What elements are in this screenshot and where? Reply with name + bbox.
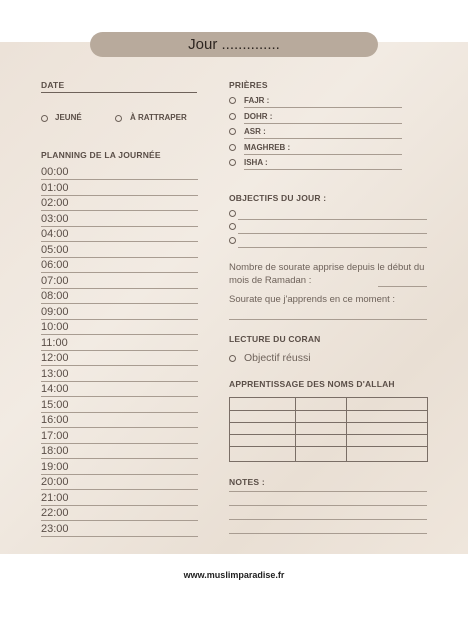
time-line[interactable] (41, 272, 198, 273)
time-line[interactable] (41, 427, 198, 428)
prayer-label: MAGHREB : (244, 142, 291, 152)
time-label: 23:00 (41, 522, 69, 535)
time-line[interactable] (41, 365, 198, 366)
date-line[interactable] (41, 92, 197, 93)
time-line[interactable] (41, 334, 198, 335)
notes-line[interactable] (229, 533, 427, 534)
time-label: 15:00 (41, 398, 69, 411)
time-line[interactable] (41, 458, 198, 459)
time-label: 05:00 (41, 243, 69, 256)
time-label: 12:00 (41, 352, 69, 364)
time-line[interactable] (41, 303, 198, 304)
coran-goal-checkbox-icon[interactable] (229, 355, 236, 362)
coran-title: LECTURE DU CORAN (229, 334, 321, 344)
time-line[interactable] (41, 443, 198, 444)
rattraper-label: À RATTRAPER (130, 113, 187, 122)
time-label: 07:00 (41, 274, 69, 287)
objective-1-line[interactable] (238, 219, 427, 220)
coran-goal-label: Objectif réussi (244, 352, 311, 364)
planning-title: PLANNING DE LA JOURNÉE (41, 150, 161, 160)
time-label: 13:00 (41, 367, 69, 380)
notes-line[interactable] (229, 491, 427, 492)
notes-line[interactable] (229, 519, 427, 520)
time-line[interactable] (41, 412, 198, 413)
table-row-divider (230, 446, 427, 447)
prayers-title: PRIÈRES (229, 80, 268, 90)
time-label: 00:00 (41, 166, 69, 178)
objective-3-checkbox-icon[interactable] (229, 237, 236, 244)
table-row-divider (230, 410, 427, 411)
objective-2-checkbox-icon[interactable] (229, 223, 236, 230)
time-label: 11:00 (41, 336, 68, 349)
time-line[interactable] (41, 520, 198, 521)
time-line[interactable] (41, 536, 198, 537)
notes-line[interactable] (229, 505, 427, 506)
time-line[interactable] (41, 319, 198, 320)
prayer-label: DOHR : (244, 111, 273, 121)
time-line[interactable] (41, 350, 198, 351)
table-col-divider (295, 398, 296, 461)
prayer-line[interactable] (244, 138, 402, 139)
time-label: 18:00 (41, 445, 69, 457)
sourate-count-text: Nombre de sourate apprise depuis le début du mois de Ramadan : (229, 262, 425, 286)
time-line[interactable] (41, 505, 198, 506)
time-line[interactable] (41, 381, 198, 382)
time-label: 20:00 (41, 476, 69, 488)
time-label: 02:00 (41, 197, 69, 209)
table-row-divider (230, 434, 427, 435)
allah-names-table[interactable] (229, 397, 428, 462)
footer-url[interactable]: www.muslimparadise.fr (183, 570, 285, 580)
time-line[interactable] (41, 179, 198, 180)
page-title: Jour .............. (90, 32, 378, 57)
sourate-current-text: Sourate que j'apprends en ce moment : (229, 294, 396, 305)
time-label: 17:00 (41, 429, 69, 442)
time-label: 10:00 (41, 321, 69, 333)
time-line[interactable] (41, 241, 198, 242)
table-row-divider (230, 422, 427, 423)
time-label: 09:00 (41, 305, 69, 318)
prayer-checkbox-icon[interactable] (229, 113, 236, 120)
time-label: 21:00 (41, 491, 69, 504)
time-line[interactable] (41, 195, 198, 196)
time-label: 22:00 (41, 507, 69, 519)
date-label: DATE (41, 80, 65, 90)
table-col-divider (346, 398, 347, 461)
time-line[interactable] (41, 489, 198, 490)
prayer-checkbox-icon[interactable] (229, 159, 236, 166)
jeune-checkbox-icon[interactable] (41, 115, 48, 122)
objective-2-line[interactable] (238, 233, 427, 234)
time-line[interactable] (41, 474, 198, 475)
time-line[interactable] (41, 226, 198, 227)
time-line[interactable] (41, 210, 198, 211)
prayer-line[interactable] (244, 123, 402, 124)
prayer-label: ASR : (244, 127, 266, 136)
objectives-title: OBJECTIFS DU JOUR : (229, 193, 327, 203)
prayer-line[interactable] (244, 169, 402, 170)
time-label: 01:00 (41, 181, 69, 194)
prayer-label: ISHA : (244, 158, 268, 167)
objective-3-line[interactable] (238, 247, 427, 248)
time-label: 16:00 (41, 414, 69, 426)
sourate-current-line[interactable] (229, 319, 427, 320)
time-label: 03:00 (41, 212, 69, 225)
time-label: 19:00 (41, 460, 69, 473)
objective-1-checkbox-icon[interactable] (229, 210, 236, 217)
time-label: 14:00 (41, 383, 69, 395)
time-label: 06:00 (41, 259, 69, 271)
prayer-line[interactable] (244, 107, 402, 108)
rattraper-checkbox-icon[interactable] (115, 115, 122, 122)
prayer-line[interactable] (244, 154, 402, 155)
prayer-checkbox-icon[interactable] (229, 144, 236, 151)
sourate-count-line[interactable] (378, 286, 427, 287)
time-line[interactable] (41, 288, 198, 289)
time-line[interactable] (41, 257, 198, 258)
notes-title: NOTES : (229, 477, 265, 487)
allah-names-title: APPRENTISSAGE DES NOMS D'ALLAH (229, 379, 395, 389)
time-line[interactable] (41, 396, 198, 397)
prayer-checkbox-icon[interactable] (229, 128, 236, 135)
jeune-label: JEUNÉ (55, 113, 82, 122)
time-label: 04:00 (41, 228, 69, 240)
prayer-checkbox-icon[interactable] (229, 97, 236, 104)
prayer-label: FAJR : (244, 96, 270, 105)
time-label: 08:00 (41, 290, 69, 302)
